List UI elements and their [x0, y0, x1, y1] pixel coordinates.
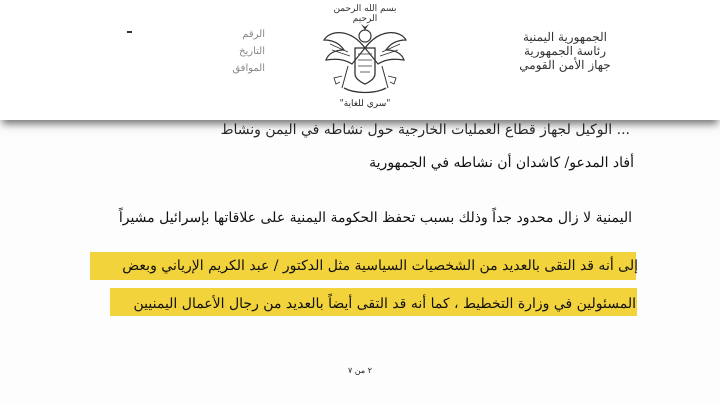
letterhead [0, 0, 720, 120]
text-line: أفاد المدعو/ كاشدان أن نشاطه في الجمهورية [369, 155, 634, 171]
meta-corresponding-label: الموافق [232, 63, 265, 74]
eagle-emblem-icon [320, 18, 410, 96]
reference-meta [185, 26, 265, 77]
partial-text-line: ... الوكيل لجهاز قطاع العمليات الخارجية حول نشاطه في اليمن ونشاط [220, 122, 630, 138]
org-line: رئاسة الجمهورية [523, 44, 607, 58]
meta-date-label: التاريخ [239, 46, 265, 57]
text-line: اليمنية لا زال محدود جداً وذلك بسبب تحفظ الحكومة اليمنية على علاقاتها بإسرائيل مشيراً [118, 210, 632, 226]
basmala: بسم الله الرحمن الرحيم [333, 4, 397, 24]
dash-mark [127, 31, 132, 33]
page-number: ٢ من ٧ [347, 366, 373, 375]
org-line: الجمهورية اليمنية [522, 30, 607, 44]
organization-name [510, 30, 620, 72]
classification-label: "سري للغاية" [339, 99, 391, 109]
org-line: جهاز الأمن القومي [519, 58, 611, 72]
meta-number-label: الرقم [242, 29, 265, 40]
highlighted-text-line: المسئولين في وزارة التخطيط ، كما أنه قد التقى أيضاً بالعديد من رجال الأعمال اليمنيين [133, 296, 636, 312]
highlighted-text-line: إلى أنه قد التقى بالعديد من الشخصيات السياسية مثل الدكتور / عبد الكريم الإرياني وبعض [122, 258, 638, 274]
